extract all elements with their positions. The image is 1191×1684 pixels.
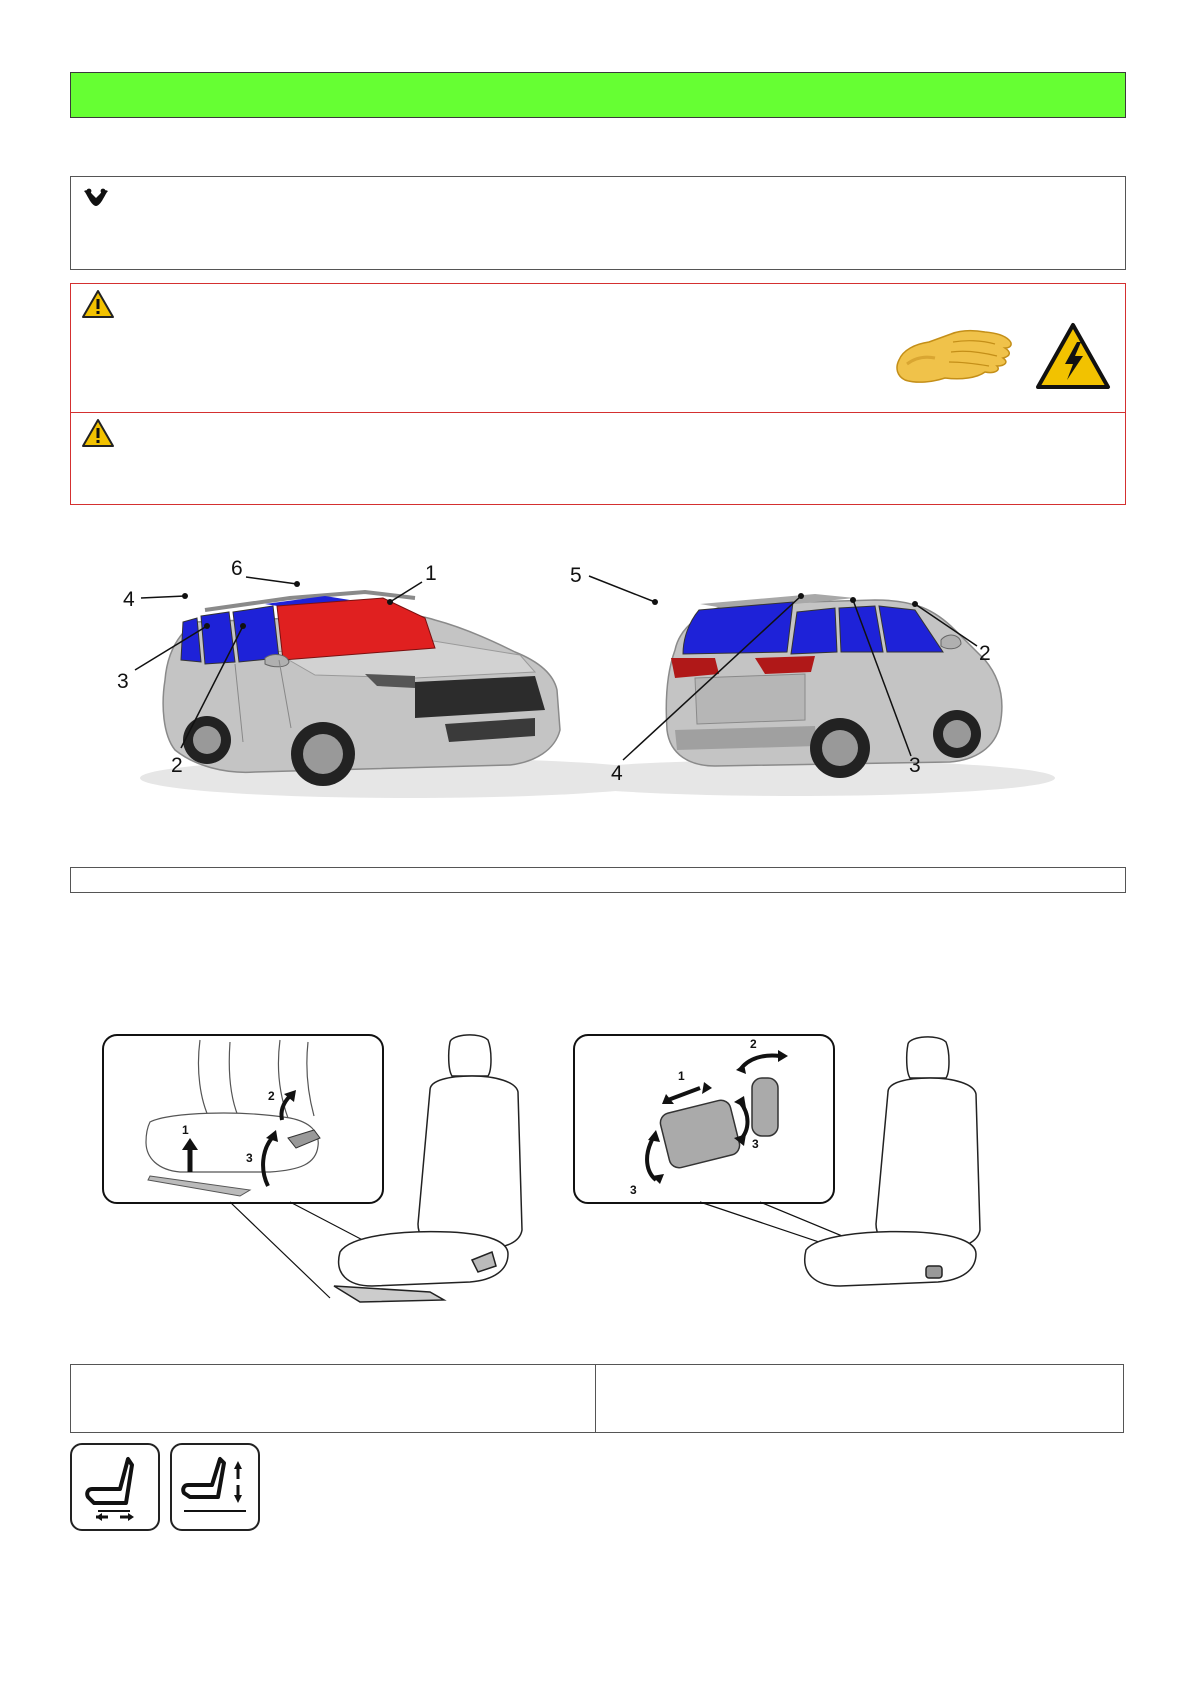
seat-slide-icon-tile bbox=[70, 1443, 160, 1531]
seat-adjustment-diagram bbox=[100, 1030, 1120, 1330]
info-table bbox=[70, 1364, 1124, 1433]
title-bar bbox=[70, 72, 1126, 118]
warning-triangle-icon bbox=[81, 289, 115, 319]
right-callout-1: 1 bbox=[678, 1069, 685, 1083]
warning-triangle-icon bbox=[81, 418, 115, 448]
front-label-3: 3 bbox=[117, 670, 129, 693]
front-label-2: 2 bbox=[171, 754, 183, 777]
high-voltage-sign-icon bbox=[1035, 322, 1111, 390]
seat-slide-icon bbox=[72, 1445, 158, 1529]
note-box bbox=[70, 176, 1126, 270]
left-callout-2: 2 bbox=[268, 1089, 275, 1103]
front-label-1: 1 bbox=[425, 562, 437, 585]
front-label-4: 4 bbox=[123, 588, 135, 611]
rear-label-4: 4 bbox=[611, 762, 623, 785]
front-door-glass bbox=[233, 606, 279, 662]
seat-height-icon bbox=[172, 1445, 258, 1529]
rear-door-glass bbox=[201, 612, 235, 664]
hand-pointer-icon bbox=[81, 185, 111, 209]
rear-quarter-glass bbox=[791, 608, 837, 654]
rear-side-door-glass bbox=[839, 606, 883, 652]
rear-label-3: 3 bbox=[909, 754, 921, 777]
warning-divider bbox=[71, 412, 1125, 413]
right-callout-3a: 3 bbox=[752, 1137, 759, 1151]
table-cell-left bbox=[71, 1365, 596, 1432]
front-label-6: 6 bbox=[231, 560, 243, 580]
seat-height-icon-tile bbox=[170, 1443, 260, 1531]
left-callout-3: 3 bbox=[246, 1151, 253, 1165]
vehicle-glass-diagram bbox=[115, 560, 1095, 840]
power-seat-inset bbox=[574, 1035, 834, 1203]
insulated-glove-icon bbox=[893, 320, 1019, 388]
left-callout-1: 1 bbox=[182, 1123, 189, 1137]
rear-label-5: 5 bbox=[570, 564, 582, 587]
manual-seat-inset bbox=[103, 1035, 383, 1203]
table-cell-right bbox=[596, 1365, 1123, 1432]
section-label-bar bbox=[70, 867, 1126, 893]
right-callout-3b: 3 bbox=[630, 1183, 637, 1197]
warning-box bbox=[70, 283, 1126, 505]
rear-window-glass bbox=[683, 602, 793, 654]
right-callout-2: 2 bbox=[750, 1037, 757, 1051]
rear-label-2: 2 bbox=[979, 642, 991, 665]
